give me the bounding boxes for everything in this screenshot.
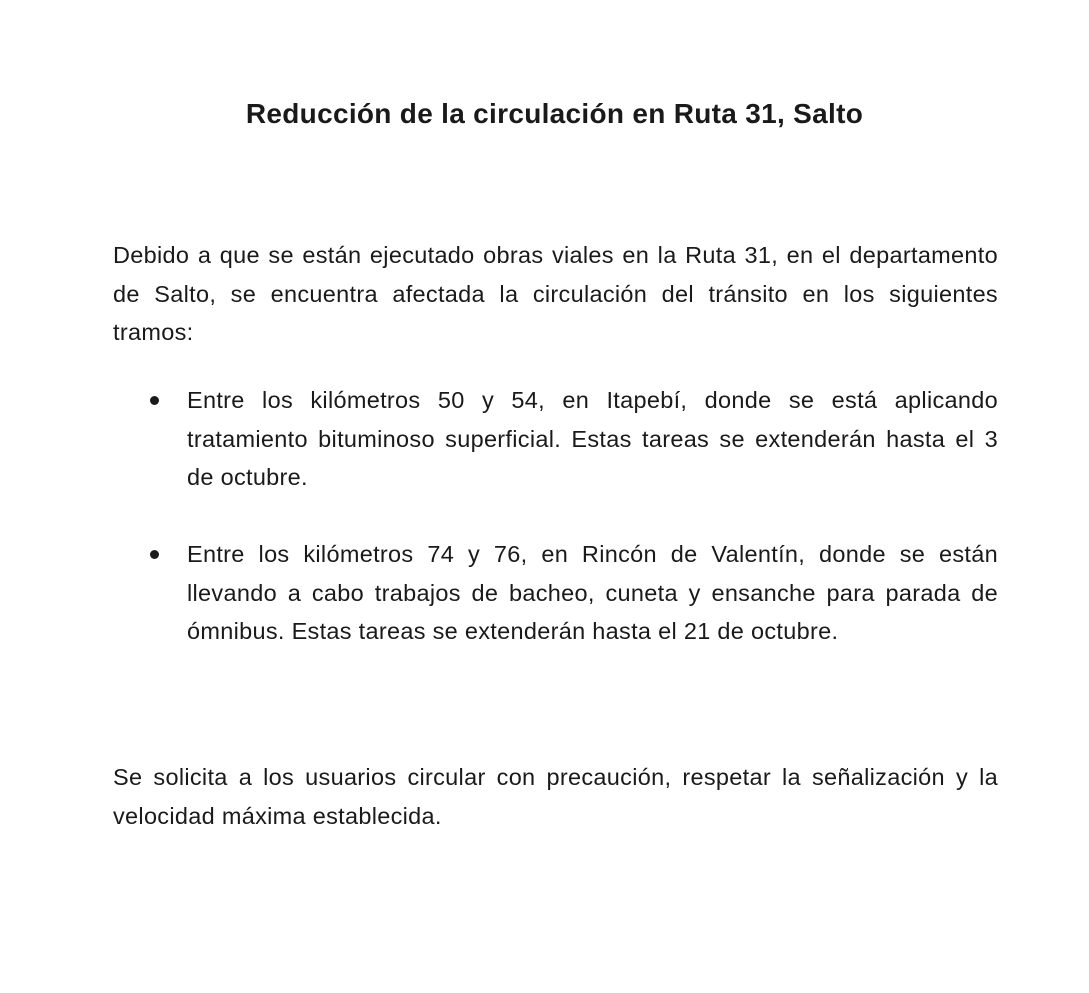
bullet-icon — [150, 396, 159, 405]
document-title: Reducción de la circulación en Ruta 31, Salto — [245, 98, 864, 129]
closing-paragraph: Se solicita a los usuarios circular con precaución, respetar la señalización y la velocidad máxima establecida. — [113, 764, 998, 829]
intro-paragraph: Debido a que se están ejecutado obras viales en la Ruta 31, en el departamento de Salto, se encuentra afectada la circulación del tránsito en los siguientes tramos: — [113, 242, 998, 345]
list-item-text: Entre los kilómetros 50 y 54, en Itapebí, donde se está aplicando tratamiento bituminoso superficial. Estas tareas se extenderán hasta el 3 de octubre. — [187, 387, 998, 490]
list-item-text: Entre los kilómetros 74 y 76, en Rincón de Valentín, donde se están llevando a cabo trabajos de bacheo, cuneta y ensanche para parada de ómnibus. Estas tareas se extenderán hasta el 21 de octubre. — [187, 541, 998, 644]
bullet-icon — [150, 550, 159, 559]
